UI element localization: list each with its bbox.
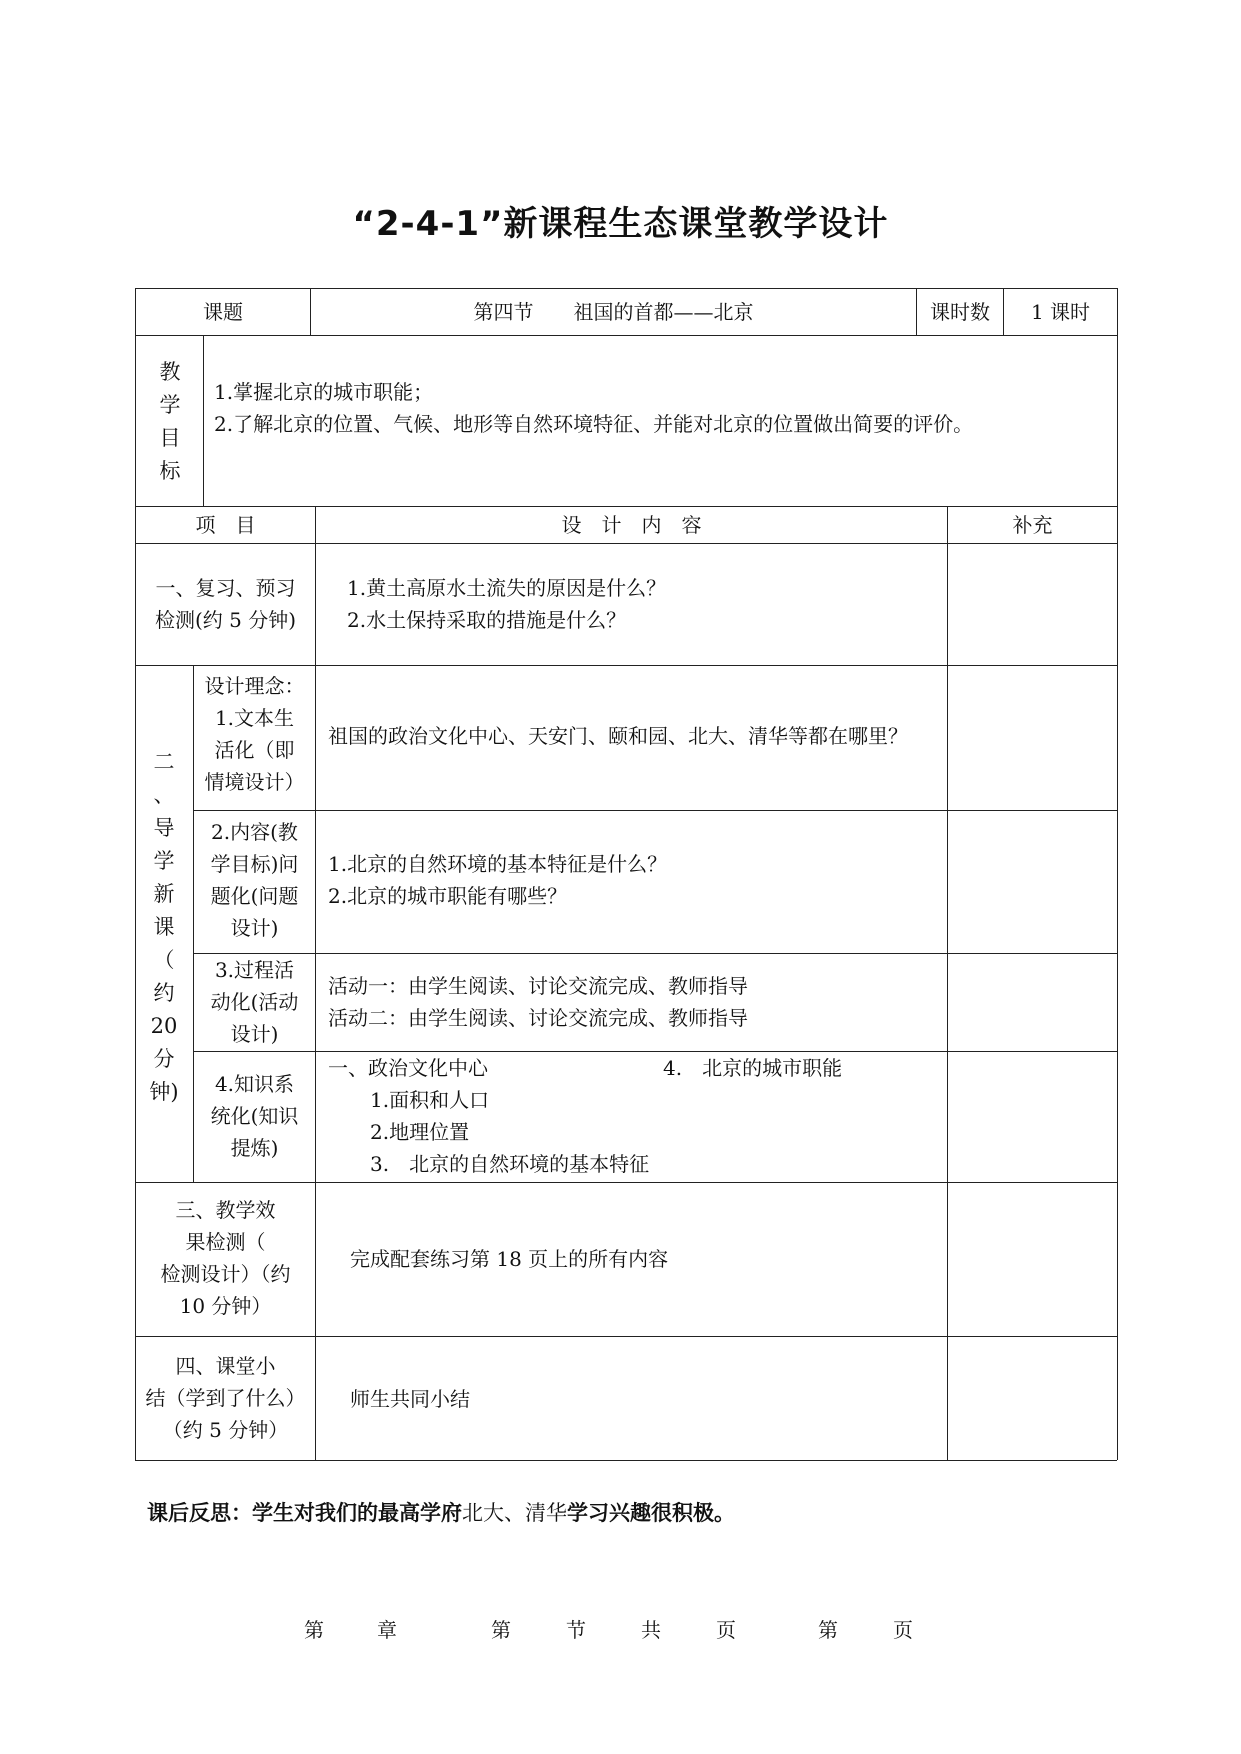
review-question: 2.水土保持采取的措施是什么？ bbox=[347, 608, 627, 632]
column-divider bbox=[947, 506, 948, 1460]
new-lesson-label-char: 课 bbox=[153, 915, 175, 939]
problem-design-label-line: 设计) bbox=[230, 916, 279, 940]
row-divider bbox=[135, 1182, 1117, 1183]
review-label-line: 检测(约 5 分钟) bbox=[154, 608, 297, 632]
footer-text: 第 bbox=[491, 1618, 511, 1642]
objective-line: 2.了解北京的位置、气候、地形等自然环境特征、并能对北京的位置做出简要的评价。 bbox=[214, 412, 974, 436]
knowledge-point: 4. 北京的城市职能 bbox=[663, 1056, 843, 1080]
column-divider bbox=[315, 506, 316, 1460]
review-question: 1.黄土高原水土流失的原因是什么？ bbox=[347, 576, 667, 600]
column-header-item: 项 目 bbox=[195, 513, 256, 537]
activity-design-label-line: 设计) bbox=[230, 1022, 279, 1046]
row-divider bbox=[135, 506, 1117, 507]
row-divider bbox=[135, 665, 1117, 666]
new-lesson-label-char: 约 bbox=[153, 981, 175, 1005]
lesson-question: 2.北京的城市职能有哪些？ bbox=[328, 884, 568, 908]
design-concept-label-line: 1.文本生 bbox=[214, 706, 295, 730]
new-lesson-label-char: 20 bbox=[150, 1014, 178, 1038]
objective-line: 1.掌握北京的城市职能； bbox=[214, 380, 434, 404]
table-border-top bbox=[135, 288, 1117, 289]
row-divider bbox=[193, 953, 1117, 954]
row-divider bbox=[135, 543, 1117, 544]
new-lesson-label-char: 分 bbox=[153, 1047, 175, 1071]
footer-text: 页 bbox=[893, 1618, 913, 1642]
column-divider bbox=[203, 335, 204, 506]
assessment-label-line: 10 分钟） bbox=[179, 1294, 272, 1318]
activity-line: 活动一：由学生阅读、讨论交流完成、教师指导 bbox=[328, 974, 748, 998]
activity-design-label-line: 动化(活动 bbox=[210, 990, 299, 1014]
new-lesson-label-char: 、 bbox=[153, 783, 175, 807]
new-lesson-label-char: 学 bbox=[153, 849, 175, 873]
summary-label-line: 四、课堂小 bbox=[175, 1354, 276, 1378]
assessment-label-line: 检测设计）（约 bbox=[160, 1262, 291, 1286]
scenario-question: 祖国的政治文化中心、天安门、颐和园、北大、清华等都在哪里？ bbox=[328, 724, 908, 748]
footer-text: 第 bbox=[304, 1618, 324, 1642]
knowledge-point: 1.面积和人口 bbox=[370, 1088, 490, 1112]
activity-line: 活动二：由学生阅读、讨论交流完成、教师指导 bbox=[328, 1006, 748, 1030]
hours-label: 课时数 bbox=[930, 300, 990, 324]
footer-text: 节 bbox=[566, 1618, 586, 1642]
assessment-label-line: 果检测（ bbox=[185, 1230, 266, 1254]
knowledge-point: 一、政治文化中心 bbox=[328, 1056, 488, 1080]
objectives-label-char: 学 bbox=[159, 393, 181, 417]
objectives-label-char: 目 bbox=[159, 426, 181, 450]
new-lesson-label-char: 导 bbox=[153, 816, 175, 840]
knowledge-label-line: 提炼) bbox=[230, 1136, 279, 1160]
new-lesson-label-char: （ bbox=[153, 948, 175, 972]
reflection bbox=[147, 1497, 735, 1527]
new-lesson-label-char: 钟) bbox=[149, 1080, 179, 1104]
design-concept-label-line: 情境设计） bbox=[204, 770, 305, 794]
row-divider bbox=[193, 810, 1117, 811]
review-label-line: 一、复习、预习 bbox=[155, 576, 296, 600]
table-border-bottom bbox=[135, 1460, 1117, 1461]
summary-content: 师生共同小结 bbox=[350, 1387, 470, 1411]
reflection-suffix: 学习兴趣很积极。 bbox=[567, 1501, 735, 1525]
objectives-label-char: 标 bbox=[159, 459, 181, 483]
column-header-supplement: 补充 bbox=[1012, 513, 1053, 537]
column-header-content: 设 计 内 容 bbox=[561, 513, 702, 537]
design-concept-label-line: 设计理念： bbox=[204, 674, 305, 698]
activity-design-label-line: 3.过程活 bbox=[214, 958, 295, 982]
assessment-content: 完成配套练习第 18 页上的所有内容 bbox=[350, 1247, 669, 1271]
knowledge-point: 2.地理位置 bbox=[370, 1120, 470, 1144]
topic-label: 课题 bbox=[203, 300, 243, 324]
new-lesson-label-char: 新 bbox=[153, 882, 175, 906]
problem-design-label-line: 学目标)问 bbox=[210, 852, 299, 876]
row-divider bbox=[135, 1336, 1117, 1337]
summary-label-line: 结（学到了什么） bbox=[145, 1386, 306, 1410]
row-divider bbox=[135, 335, 1117, 336]
summary-label-line: （约 5 分钟） bbox=[162, 1418, 289, 1442]
new-lesson-label-char: 二 bbox=[153, 750, 175, 774]
footer-text: 页 bbox=[716, 1618, 736, 1642]
reflection-universities: 北大、清华 bbox=[462, 1501, 567, 1525]
problem-design-label-line: 2.内容(教 bbox=[211, 820, 298, 844]
topic-value: 第四节 祖国的首都——北京 bbox=[473, 300, 754, 324]
knowledge-label-line: 统化(知识 bbox=[210, 1104, 299, 1128]
knowledge-point: 3. 北京的自然环境的基本特征 bbox=[370, 1152, 650, 1176]
page-title: “2-4-1”新课程生态课堂教学设计 bbox=[352, 204, 889, 244]
reflection-prefix: 课后反思：学生对我们的最高学府 bbox=[147, 1501, 462, 1525]
assessment-label-line: 三、教学效 bbox=[175, 1198, 276, 1222]
footer-text: 章 bbox=[377, 1618, 397, 1642]
design-concept-label-line: 活化（即 bbox=[214, 738, 295, 762]
problem-design-label-line: 题化(问题 bbox=[210, 884, 299, 908]
knowledge-label-line: 4.知识系 bbox=[214, 1072, 295, 1096]
footer-text: 共 bbox=[641, 1618, 661, 1642]
objectives-label-char: 教 bbox=[159, 360, 181, 384]
footer-text: 第 bbox=[818, 1618, 838, 1642]
hours-value: 1 课时 bbox=[1030, 300, 1091, 324]
lesson-question: 1.北京的自然环境的基本特征是什么？ bbox=[328, 852, 668, 876]
table-border-right bbox=[1117, 288, 1118, 1460]
